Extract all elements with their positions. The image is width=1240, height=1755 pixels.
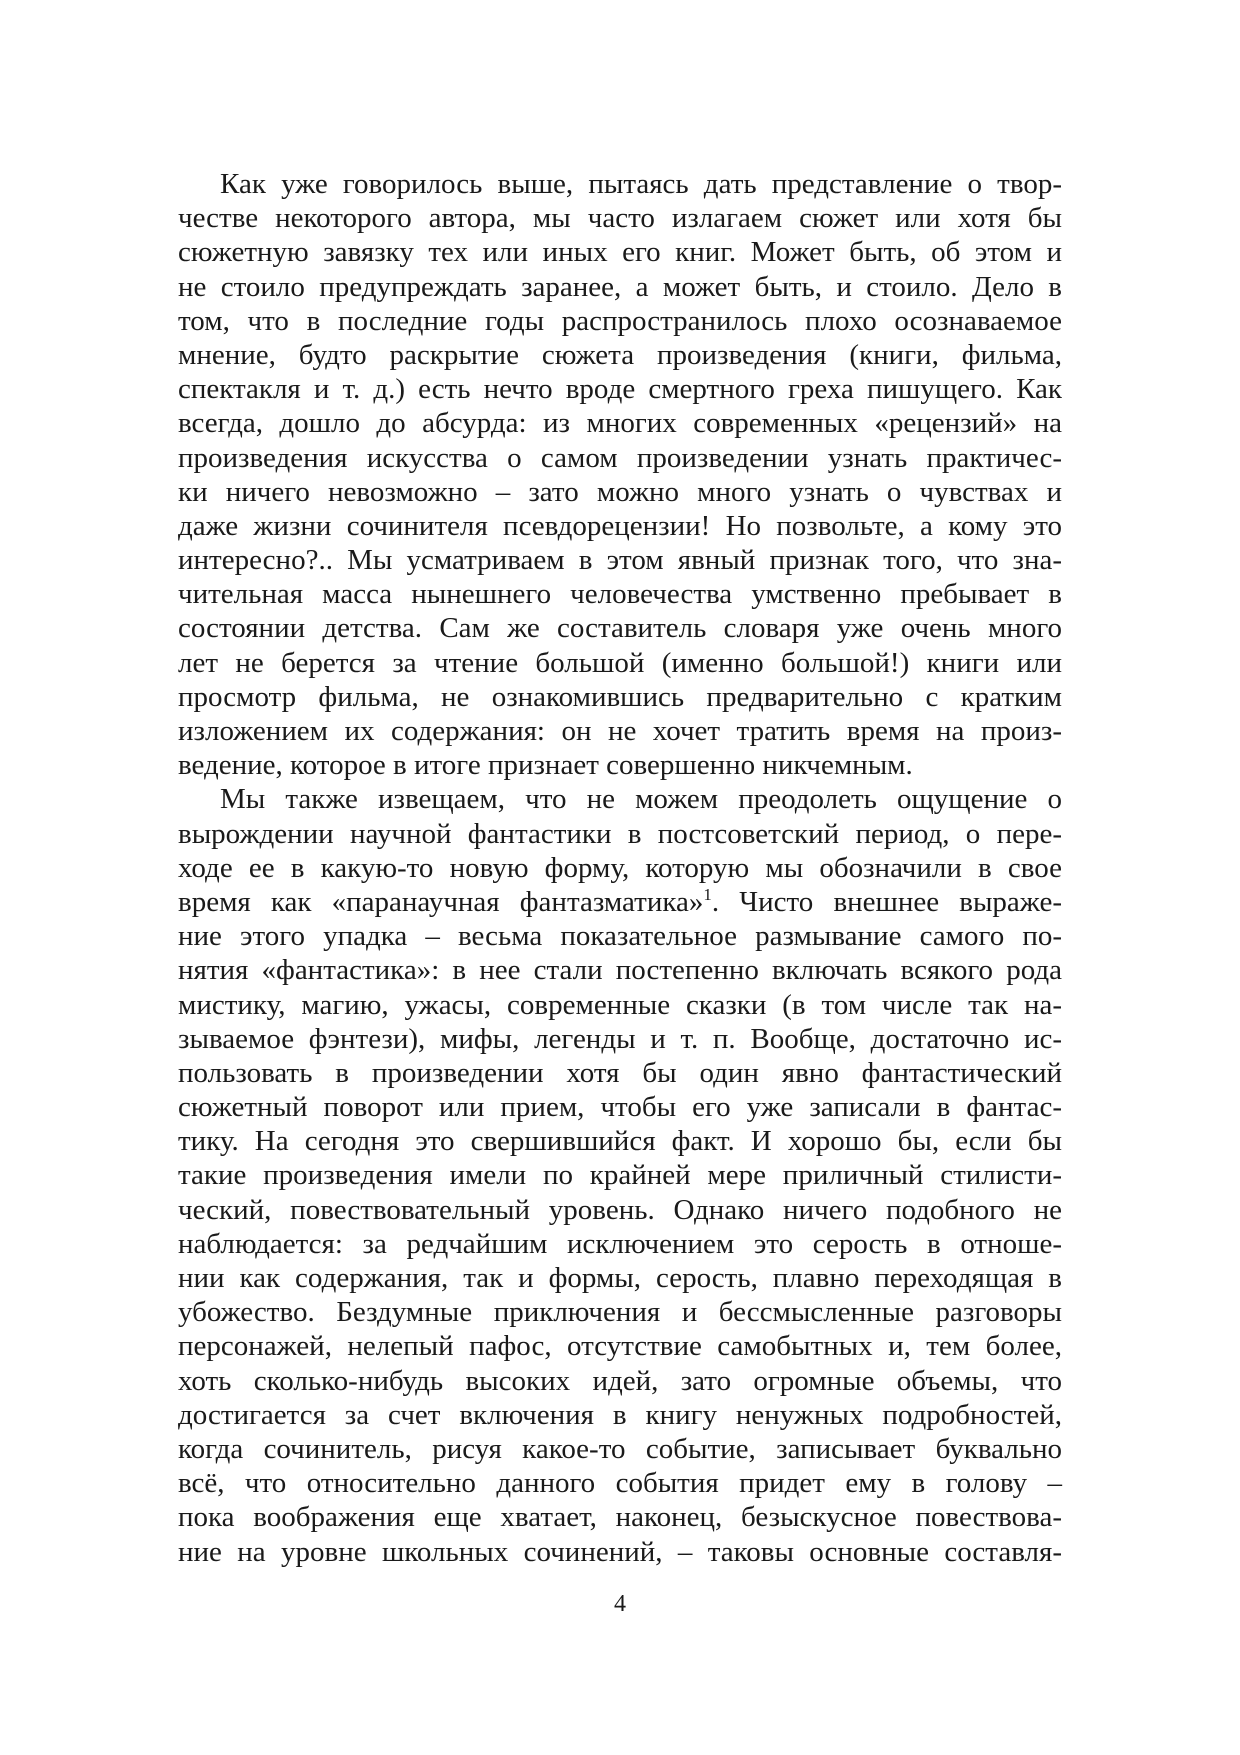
text-line: ческий, повествовательный уровень. Однако ничего подобного не	[178, 1193, 1062, 1226]
text-line: хоть сколько-нибудь высоких идей, зато огромные объемы, что	[178, 1364, 1062, 1397]
footnote-marker[interactable]: 1	[703, 884, 712, 904]
text-line: ходе ее в какую-то новую форму, которую мы обозначили в свое	[178, 851, 1062, 884]
text-line: чительная масса нынешнего человечества умственно пребывает в	[178, 578, 1062, 611]
text-line: пока воображения еще хватает, наконец, безыскусное повествова-	[178, 1501, 1062, 1534]
text-line: всегда, дошло до абсурда: из многих современных «рецензий» на	[178, 407, 1062, 440]
text-line: сюжетную завязку тех или иных его книг. Может быть, об этом и	[178, 236, 1062, 269]
text-line: просмотр фильма, не ознакомившись предварительно с кратким	[178, 680, 1062, 713]
text-line: состоянии детства. Сам же составитель словаря уже очень много	[178, 612, 1062, 645]
text-line: ние на уровне школьных сочинений, – таковы основные составля-	[178, 1535, 1062, 1568]
text-line: даже жизни сочинителя псевдорецензии! Но позвольте, а кому это	[178, 509, 1062, 542]
text-line: когда сочинитель, рисуя какое-то событие, записывает буквально	[178, 1432, 1062, 1465]
paragraph-1	[178, 167, 1062, 782]
line-text-tail: . Чисто внешнее выраже-	[711, 885, 1062, 918]
text-line: мнение, будто раскрытие сюжета произведения (книги, фильма,	[178, 338, 1062, 371]
text-line: изложением их содержания: он не хочет тратить время на произ-	[178, 715, 1062, 747]
text-line: всё, что относительно данного события придет ему в голову –	[178, 1467, 1062, 1500]
text-line: пользовать в произведении хотя бы один явно фантастический	[178, 1056, 1062, 1089]
text-line: не стоило предупреждать заранее, а может быть, и стоило. Дело в	[178, 270, 1062, 303]
text-line: убожество. Бездумные приключения и бессмысленные разговоры	[178, 1296, 1062, 1329]
text-line: нии как содержания, так и формы, серость, плавно переходящая в	[178, 1262, 1062, 1294]
text-line: мистику, магию, ужасы, современные сказки (в том числе так на-	[178, 988, 1062, 1021]
text-line: зываемое фэнтези), мифы, легенды и т. п. Вообще, достаточно ис-	[178, 1022, 1062, 1055]
text-line: сюжетный поворот или прием, чтобы его уже записали в фантас-	[178, 1091, 1062, 1124]
text-line: нятия «фантастика»: в нее стали постепенно включать всякого рода	[178, 954, 1062, 987]
text-line: ки ничего невозможно – зато можно много узнать о чувствах и	[178, 475, 1062, 508]
page-number: 4	[614, 1591, 626, 1617]
text-line: произведения искусства о самом произведении узнать практичес-	[178, 441, 1062, 474]
text-line: честве некоторого автора, мы часто излагаем сюжет или хотя бы	[178, 202, 1062, 235]
line-text: время как «паранаучная фантазматика»	[178, 885, 704, 918]
paragraph-2	[178, 782, 1062, 1568]
text-line: том, что в последние годы распространилось плохо осознаваемое	[178, 304, 1062, 337]
text-line: Как уже говорилось выше, пытаясь дать представление о твор-	[220, 168, 1062, 200]
text-line: спектакля и т. д.) есть нечто вроде смертного греха пишущего. Как	[178, 373, 1062, 406]
text-line: такие произведения имели по крайней мере приличный стилисти-	[178, 1159, 1062, 1192]
text-line: интересно?.. Мы усматриваем в этом явный признак того, что зна-	[178, 544, 1062, 577]
text-line: достигается за счет включения в книгу ненужных подробностей,	[178, 1398, 1062, 1431]
text-line: ние этого упадка – весьма показательное размывание самого по-	[178, 920, 1062, 953]
page-body	[178, 167, 1062, 1569]
text-line: ведение, которое в итоге признает совершенно никчемным.	[178, 749, 913, 782]
text-line: Мы также извещаем, что не можем преодолеть ощущение о	[220, 783, 1062, 816]
text-line: персонажей, нелепый пафос, отсутствие самобытных и, тем более,	[178, 1330, 1062, 1363]
text-line: лет не берется за чтение большой (именно большой!) книги или	[178, 646, 1062, 679]
text-line: наблюдается: за редчайшим исключением это серость в отноше-	[178, 1227, 1062, 1260]
text-line-with-footnote	[178, 885, 1062, 919]
text-line: тику. На сегодня это свершившийся факт. И хорошо бы, если бы	[178, 1125, 1062, 1158]
text-line: вырождении научной фантастики в постсоветский период, о пере-	[178, 817, 1062, 850]
